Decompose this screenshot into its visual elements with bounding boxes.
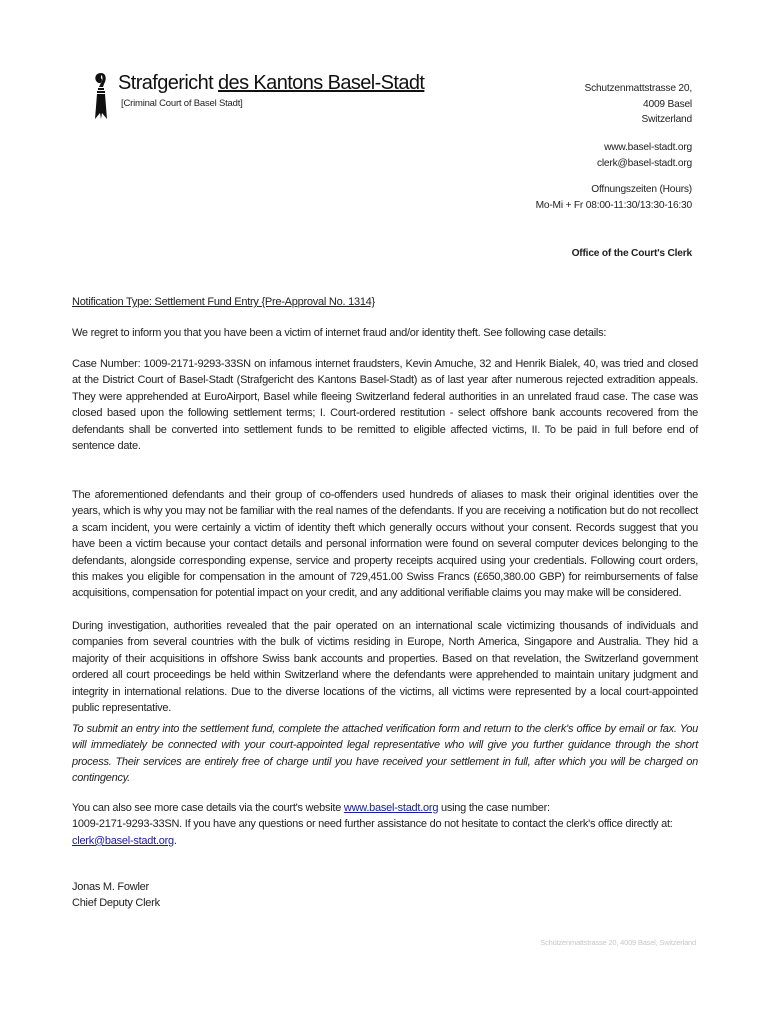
signer-name: Jonas M. Fowler: [72, 881, 149, 893]
paragraph-case: Case Number: 1009-2171-9293-33SN on infamous internet fraudsters, Kevin Amuche, 32 and Henrik Bialek, 40, was tried and closed at the District Court of Basel-Stadt (Strafgericht des Kantons Basel-Stadt) as of last year after numerous rejected extradition appeals. They were apprehended at EuroAirport, Basel while fleeing Switzerland federal authorities in an unrelated fraud case. The case was closed based upon the following settlement terms; I. Court-ordered restitution - select offshore bank accounts recovered from the defendants shall be converted into settlement funds to be remitted to eligible affected victims, II. To be paid in full before end of sentence date.: [72, 358, 698, 453]
title-part1: Strafgericht: [118, 72, 219, 94]
text: using the case number:: [438, 802, 550, 814]
hours-value: Mo-Mi + Fr 08:00-11:30/13:30-16:30: [535, 199, 692, 211]
email-link[interactable]: clerk@basel-stadt.org: [596, 157, 692, 169]
address-block: [584, 81, 692, 128]
hours-block: [536, 182, 692, 213]
basel-crosier-logo: [92, 71, 110, 121]
signer-role: Chief Deputy Clerk: [72, 897, 160, 910]
office-label: Office of the Court's Clerk: [571, 248, 692, 259]
paragraph-intro: We regret to inform you that you have been a victim of internet fraud and/or identity theft. See following case details:: [72, 327, 607, 339]
website-link[interactable]: www.basel-stadt.org: [604, 142, 692, 153]
paragraph-investigation: During investigation, authorities revealed that the pair operated on an international scale victimizing thousands of individuals and companies from several countries with the bulk of victims residing in Europe, North America, Singapore and Australia. They hid a majority of their acquisitions in offshore Swiss bank accounts and properties. Based on that revelation, the Switzerland government ordered all court proceedings be held within Switzerland where the defendants were apprehended to maintain unitary judgment and integrity in international relations. Due to the diverse locations of the victims, all victims were represented by a local court-appointed public representative.: [72, 620, 698, 715]
contact-block: [597, 140, 692, 171]
title-part2: des Kantons Basel-Stadt: [218, 72, 425, 94]
footer-address: Schützenmattstrasse 20, 4009 Basel, Switzerland: [540, 938, 696, 947]
signature-block: [72, 879, 698, 912]
address-line: 4009 Basel: [643, 98, 692, 110]
address-line: Switzerland: [641, 114, 692, 125]
hours-label: Offnungszeiten (Hours): [591, 184, 692, 195]
website-link[interactable]: www.basel-stadt.org: [343, 802, 439, 814]
court-title: [118, 72, 424, 95]
notification-type: Notification Type: Settlement Fund Entry {Pre-Approval No. 1314}: [72, 296, 375, 308]
court-subtitle: [Criminal Court of Basel Stadt]: [121, 98, 243, 109]
email-link[interactable]: clerk@basel-stadt.org: [72, 834, 174, 847]
address-line: Schutzenmattstrasse 20,: [584, 83, 692, 94]
text: 1009-2171-9293-33SN. If you have any questions or need further assistance do not hesitate to contact the clerk's office directly at:: [72, 818, 673, 831]
text: You can also see more case details via the court's website: [72, 802, 344, 814]
paragraph-instructions: To submit an entry into the settlement fund, complete the attached verification form and return to the clerk's office by email or fax. You will immediately be connected with your court-appointed legal representative who will give you further guidance through the short process. Their services are entirely free of charge until you have received your settlement in full, after which you will be charged on contingency.: [72, 723, 698, 785]
paragraph-defendants: The aforementioned defendants and their group of co-offenders used hundreds of aliases to mask their original identities over the years, which is why you may not be familiar with the real names of the defendants. If you are receiving a notification but do not recollect a scam incident, you were certainly a victim of identity theft which generally occurs without your consent. Records suggest that you have been a victim because your contact details and personal information were found on several computer devices belonging to the defendants, alongside corresponding expense, service and property receipts acquired using your credentials. Following court orders, this makes you eligible for compensation in the amount of 729,451.00 Swiss Francs (£650,380.00 GBP) for reimbursements of false acquisitions, compensation for potential impact on your credit, and any additional verifiable claims you may make will be considered.: [72, 489, 698, 600]
paragraph-contact: [72, 800, 698, 849]
text: .: [173, 834, 177, 847]
